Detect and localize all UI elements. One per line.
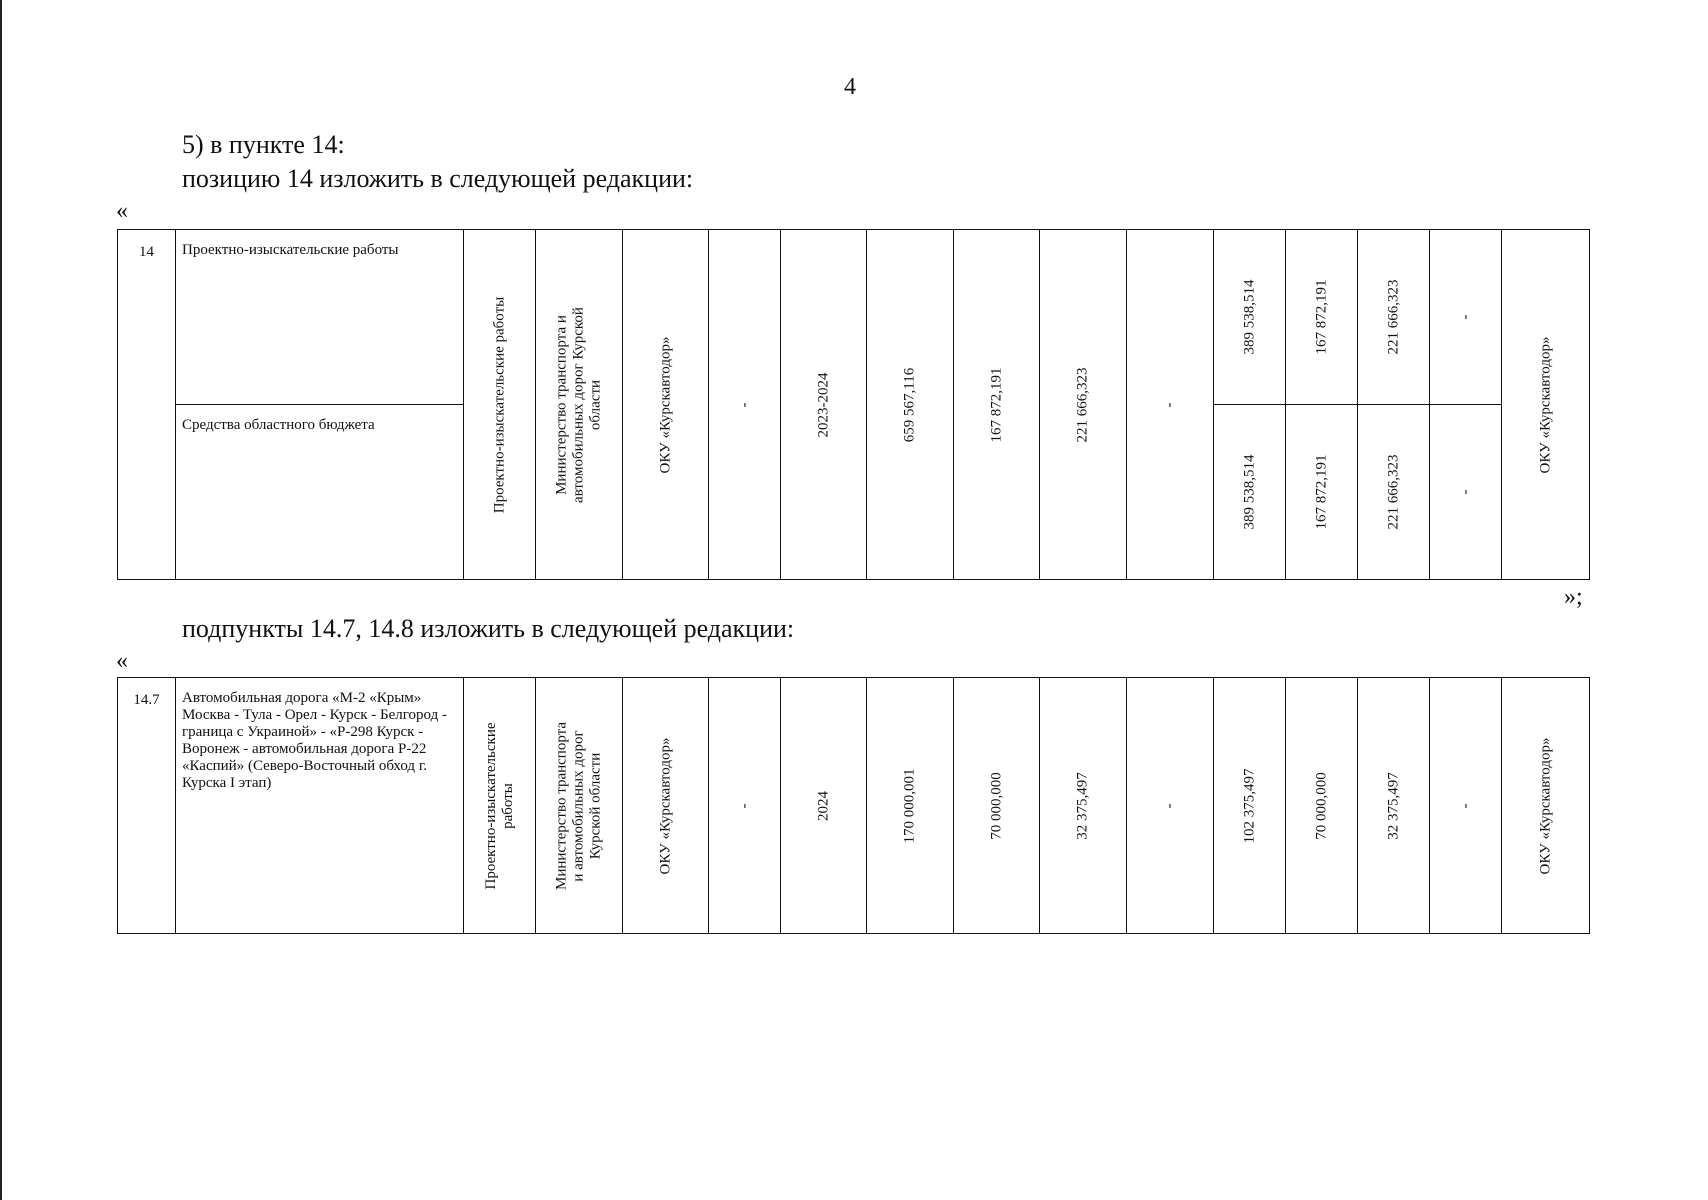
value-2: 32 375,497 bbox=[1074, 771, 1091, 840]
open-quote-2: « bbox=[116, 648, 128, 674]
bottom-value-c: 221 666,323 bbox=[1385, 454, 1401, 530]
value-cell bbox=[1286, 405, 1358, 580]
value-cell bbox=[1214, 405, 1286, 580]
customer: ОКУ «Курскавтодор» bbox=[657, 336, 673, 473]
table-row bbox=[118, 678, 1590, 934]
dash-cell bbox=[709, 678, 781, 934]
item-name: Автомобильная дорога «М-2 «Крым» Москва - Тула - Орел - Курск - Белгород - граница с Украиной» - «Р-298 Курск - Воронеж - автомобильная дорога Р-22 «Каспий» (Северо-Восточный обход г. Курска I этап) bbox=[176, 678, 464, 934]
work-type-cell bbox=[464, 678, 536, 934]
dash-cell bbox=[1430, 405, 1502, 580]
value-cell bbox=[1214, 678, 1286, 934]
table-row bbox=[118, 230, 1590, 405]
ministry-cell bbox=[536, 230, 623, 580]
ministry-text: Министерство транспорта и автомобильных дорог Курской области bbox=[553, 721, 604, 890]
total-value: 659 567,116 bbox=[901, 367, 918, 442]
bottom-value-d: - bbox=[1457, 489, 1473, 495]
dash-value: - bbox=[736, 402, 752, 407]
executor-cell bbox=[1502, 678, 1590, 934]
subitem-14-7-table bbox=[117, 677, 1590, 934]
bottom-value-a: 389 538,514 bbox=[1241, 454, 1257, 530]
dash-cell bbox=[709, 230, 781, 580]
dash-cell bbox=[1430, 678, 1502, 934]
value-cell bbox=[954, 678, 1040, 934]
value-1: 167 872,191 bbox=[988, 367, 1004, 442]
page-edge bbox=[0, 0, 2, 1200]
period-cell bbox=[781, 230, 867, 580]
position-14-table bbox=[117, 229, 1590, 580]
top-value-d: - bbox=[1457, 314, 1473, 320]
work-type: Проектно-изыскательские работы bbox=[482, 721, 516, 890]
total-cell bbox=[867, 230, 954, 580]
value-cell bbox=[1040, 230, 1127, 580]
period: 2024 bbox=[815, 790, 831, 821]
top-value-c: 221 666,323 bbox=[1385, 279, 1401, 355]
bottom-value-b: 167 872,191 bbox=[1313, 454, 1329, 530]
funding-source: Средства областного бюджета bbox=[176, 405, 464, 580]
value-cell bbox=[1358, 405, 1430, 580]
period: 2023-2024 bbox=[815, 372, 831, 437]
value-a: 102 375,497 bbox=[1241, 768, 1257, 843]
intro-line-1: 5) в пункте 14: bbox=[182, 130, 345, 159]
value-cell bbox=[954, 230, 1040, 580]
value-cell bbox=[1358, 230, 1430, 405]
close-quote: »; bbox=[1564, 584, 1583, 610]
customer-cell bbox=[623, 678, 709, 934]
work-type: Проектно-изыскательские работы bbox=[491, 296, 507, 513]
value-cell bbox=[1286, 230, 1358, 405]
work-type-cell bbox=[464, 230, 536, 580]
value-1: 70 000,000 bbox=[988, 771, 1004, 840]
total-cell bbox=[867, 678, 954, 934]
executor: ОКУ «Курскавтодор» bbox=[1537, 336, 1553, 473]
customer: ОКУ «Курскавтодор» bbox=[657, 737, 673, 874]
total-value: 170 000,001 bbox=[901, 768, 918, 843]
item-name: Проектно-изыскательские работы bbox=[176, 230, 464, 405]
value-c: 32 375,497 bbox=[1385, 771, 1401, 840]
top-value-b: 167 872,191 bbox=[1313, 279, 1329, 355]
executor-cell bbox=[1502, 230, 1590, 580]
top-value-a: 389 538,514 bbox=[1241, 279, 1257, 355]
value-d: - bbox=[1457, 803, 1473, 808]
intro-line-2: позицию 14 изложить в следующей редакции: bbox=[182, 164, 694, 193]
dash-value: - bbox=[736, 803, 752, 808]
ministry-cell bbox=[536, 678, 623, 934]
ministry-text: Министерство транспорта и автомобильных дорог Курской области bbox=[553, 306, 604, 503]
value-cell bbox=[1214, 230, 1286, 405]
customer-cell bbox=[623, 230, 709, 580]
row-number: 14.7 bbox=[118, 678, 176, 934]
period-cell bbox=[781, 678, 867, 934]
value-2: 221 666,323 bbox=[1074, 367, 1091, 442]
value-cell bbox=[1358, 678, 1430, 934]
dash-value: - bbox=[1161, 803, 1178, 808]
dash-cell bbox=[1127, 230, 1214, 580]
row-number: 14 bbox=[118, 230, 176, 580]
intro-line-3: подпункты 14.7, 14.8 изложить в следующей редакции: bbox=[182, 614, 795, 643]
executor: ОКУ «Курскавтодор» bbox=[1537, 737, 1553, 874]
value-b: 70 000,000 bbox=[1313, 771, 1329, 840]
page-number: 4 bbox=[844, 74, 856, 100]
value-cell bbox=[1040, 678, 1127, 934]
dash-cell bbox=[1430, 230, 1502, 405]
value-cell bbox=[1286, 678, 1358, 934]
open-quote-1: « bbox=[116, 198, 128, 224]
dash-cell bbox=[1127, 678, 1214, 934]
dash-value: - bbox=[1161, 402, 1178, 407]
